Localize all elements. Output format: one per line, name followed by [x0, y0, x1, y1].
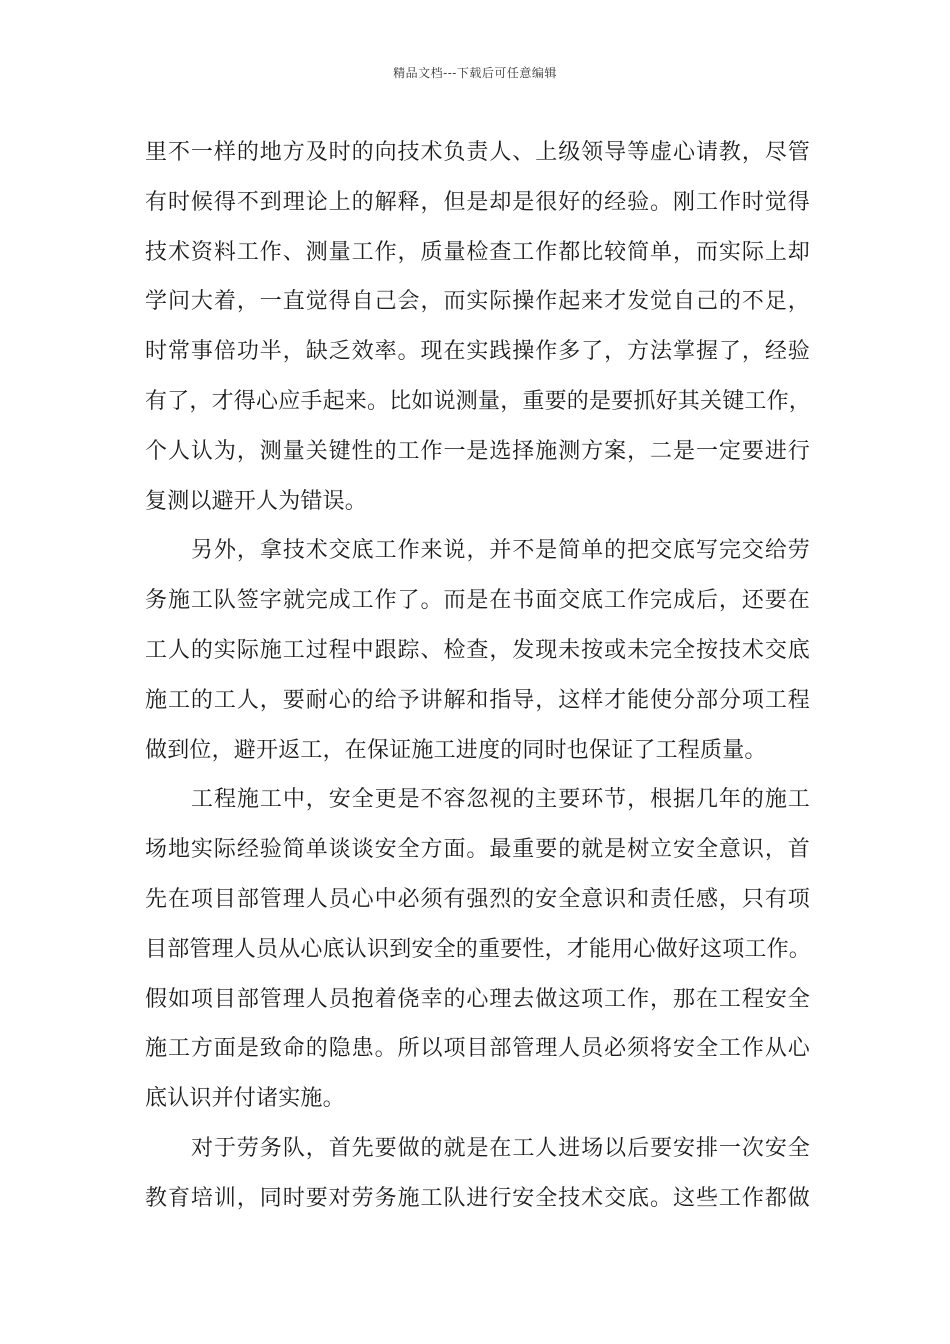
- text-line: 目部管理人员从心底认识到安全的重要性，才能用心做好这项工作。: [145, 936, 812, 962]
- paragraph: [145, 128, 810, 526]
- text-line: 技术资料工作、测量工作，质量检查工作都比较简单，而实际上却: [145, 239, 810, 265]
- text-line: 工程施工中，安全更是不容忽视的主要环节，根据几年的施工: [191, 787, 810, 813]
- text-line: 对于劳务队，首先要做的就是在工人进场以后要安排一次安全: [191, 1135, 810, 1161]
- paragraph: [145, 526, 810, 775]
- text-line: 有时候得不到理论上的解释，但是却是很好的经验。刚工作时觉得: [145, 189, 810, 215]
- text-line: 先在项目部管理人员心中必须有强烈的安全意识和责任感，只有项: [145, 886, 810, 912]
- document-body: [145, 128, 810, 1224]
- text-line: 里不一样的地方及时的向技术负责人、上级领导等虚心请教，尽管: [145, 140, 810, 165]
- text-line: 务施工队签字就完成工作了。而是在书面交底工作完成后，还要在: [145, 588, 810, 614]
- text-line: 有了，才得心应手起来。比如说测量，重要的是要抓好其关键工作，: [145, 388, 812, 414]
- paragraph: [145, 775, 810, 1124]
- text-line: 场地实际经验简单谈谈安全方面。最重要的就是树立安全意识，首: [145, 837, 810, 863]
- text-line: 复测以避开人为错误。: [145, 488, 368, 514]
- text-line: 个人认为，测量关键性的工作一是选择施测方案，二是一定要进行: [145, 438, 810, 464]
- text-line: 做到位，避开返工，在保证施工进度的同时也保证了工程质量。: [145, 737, 767, 763]
- page-header: 精品文档---下载后可任意编辑: [393, 66, 557, 80]
- text-line: 工人的实际施工过程中跟踪、检查，发现未按或未完全按技术交底: [145, 637, 810, 663]
- text-line: 施工的工人，要耐心的给予讲解和指导，这样才能使分部分项工程: [145, 687, 810, 713]
- paragraph: [145, 1124, 810, 1224]
- text-line: 施工方面是致命的隐患。所以项目部管理人员必须将安全工作从心: [145, 1036, 810, 1062]
- text-line: 教育培训，同时要对劳务施工队进行安全技术交底。这些工作都做: [145, 1185, 810, 1211]
- text-line: 另外，拿技术交底工作来说，并不是简单的把交底写完交给劳: [191, 538, 810, 564]
- text-line: 学问大着，一直觉得自己会，而实际操作起来才发觉自己的不足，: [145, 289, 810, 315]
- text-line: 底认识并付诸实施。: [145, 1086, 345, 1112]
- text-line: 假如项目部管理人员抱着侥幸的心理去做这项工作，那在工程安全: [145, 986, 810, 1012]
- text-line: 时常事倍功半，缺乏效率。现在实践操作多了，方法掌握了，经验: [145, 339, 810, 365]
